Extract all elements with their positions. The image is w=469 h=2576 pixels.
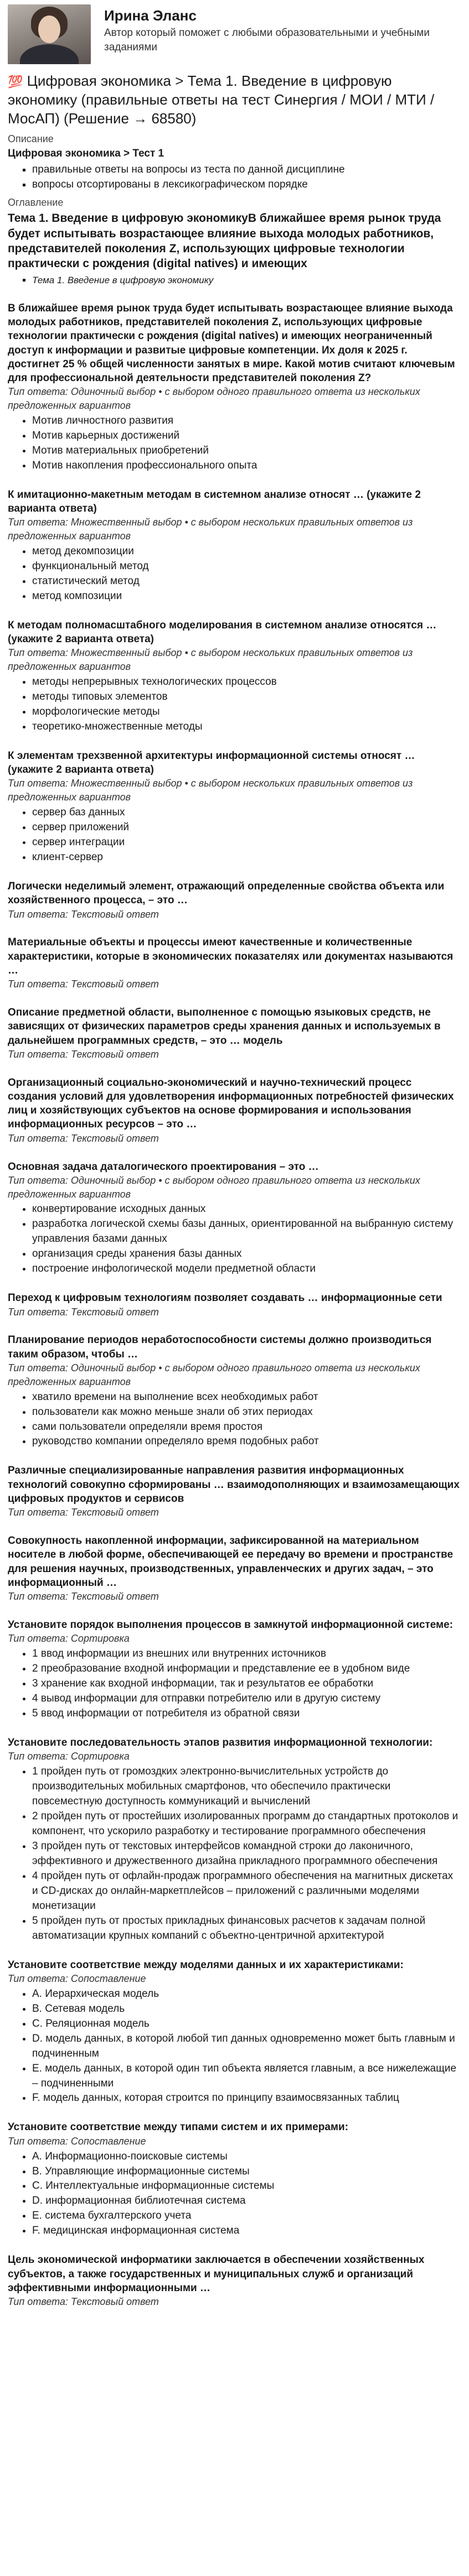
- answer-option: • клиент-сервер: [32, 850, 461, 865]
- question-block: [8, 1076, 461, 1146]
- answer-option: • C. Реляционная модель: [32, 2017, 461, 2032]
- answer-option: • A. Иерархическая модель: [32, 1987, 461, 2002]
- question-text: Различные специализированные направления развития информационных технологий совокупно сформированы … взаимодополняющих и взаимозамещающих цифровых продуктов и сервисов: [8, 1465, 460, 1505]
- question-text: Установите соответствие между моделями данных и их характеристиками:: [8, 1959, 404, 1971]
- question-block: [8, 1006, 461, 1061]
- answer-type: Тип ответа: Текстовый ответ: [8, 2296, 159, 2308]
- question-text: Переход к цифровым технологиям позволяет создавать … информационные сети: [8, 1292, 442, 1304]
- hundred-points-icon: 💯: [8, 75, 23, 89]
- answer-option: • 4 вывод информации для отправки потребителю или в другую систему: [32, 1692, 461, 1706]
- answer-options: [8, 414, 461, 473]
- answer-option: • B. Сетевая модель: [32, 2002, 461, 2017]
- answer-option: • теоретико-множественные методы: [32, 720, 461, 735]
- answer-options: [8, 544, 461, 604]
- answer-type: Тип ответа: Текстовый ответ: [8, 1132, 159, 1144]
- answer-options: [8, 1647, 461, 1721]
- questions-list: [8, 301, 461, 2309]
- question-text: К имитационно-макетным методам в системном анализе относят … (укажите 2 варианта ответа): [8, 488, 421, 515]
- question-block: [8, 1291, 461, 1319]
- question-text: К элементам трехзвенной архитектуры информационной системы относят … (укажите 2 варианта ответа): [8, 750, 415, 776]
- question-block: [8, 880, 461, 921]
- question-block: [8, 1160, 461, 1277]
- answer-option: • разработка логической схемы базы данных, ориентированной на выбранную систему управления базами данных: [32, 1217, 461, 1247]
- answer-type: Тип ответа: Текстовый ответ: [8, 1591, 159, 1602]
- answer-type: Тип ответа: Текстовый ответ: [8, 1048, 159, 1060]
- answer-options: [8, 1987, 461, 2106]
- answer-type: Тип ответа: Текстовый ответ: [8, 1507, 159, 1518]
- toc-list: [8, 274, 461, 287]
- question-block: [8, 1534, 461, 1604]
- answer-type: Тип ответа: Множественный выбор • с выбором нескольких правильных ответов из предложенных вариантов: [8, 517, 413, 542]
- question-text: Организационный социально-экономический и научно-технический процесс создания условий для удовлетворения информационных потребностей физических лиц и хозяйствующих субъектов на основе формирования и использования информационных ресурсов – это …: [8, 1076, 454, 1131]
- question-block: [8, 488, 461, 604]
- answer-option: • конвертирование исходных данных: [32, 1202, 461, 1217]
- question-text: Описание предметной области, выполненное с помощью языковых средств, не зависящих от физических параметров среды хранения данных и используемых в дальнейшем программных средств, – это … модель: [8, 1007, 441, 1047]
- description-label: Описание: [8, 133, 54, 145]
- question-block: [8, 2120, 461, 2239]
- question-text: Установите последовательность этапов развития информационной технологии:: [8, 1736, 433, 1748]
- answer-type: Тип ответа: Множественный выбор • с выбором нескольких правильных ответов из предложенных вариантов: [8, 778, 413, 803]
- answer-options: [8, 805, 461, 865]
- question-text: Основная задача даталогического проектирования – это …: [8, 1160, 319, 1173]
- answer-type: Тип ответа: Текстовый ответ: [8, 1306, 159, 1318]
- toc-link[interactable]: ▪ Тема 1. Введение в цифровую экономику: [32, 274, 461, 287]
- answer-option: • 2 преобразование входной информации и представление ее в удобном виде: [32, 1662, 461, 1677]
- page-title: [8, 72, 461, 128]
- answer-option: • Мотив личностного развития: [32, 414, 461, 429]
- question-text: Установите порядок выполнения процессов в замкнутой информационной системе:: [8, 1619, 453, 1631]
- answer-option: • 5 ввод информации от потребителя из обратной связи: [32, 1706, 461, 1721]
- list-item: ▪ правильные ответы на вопросы из теста по данной дисциплине: [32, 163, 461, 178]
- author-block: [8, 4, 461, 64]
- question-block: [8, 2253, 461, 2309]
- page-title-text: Цифровая экономика > Тема 1. Введение в цифровую экономику (правильные ответы на тест Синергия / МОИ / МТИ / МосАП) (Решение → 68580): [8, 72, 435, 127]
- answer-option: • функциональный метод: [32, 559, 461, 574]
- answer-options: [8, 2150, 461, 2239]
- question-block: [8, 1333, 461, 1449]
- answer-options: [8, 1765, 461, 1944]
- question-text: В ближайшее время рынок труда будет испытывать возрастающее влияние выхода молодых работников, представителей поколения Z, использующих цифровые технологии практически с рождения (digital natives) и имеющих неограниченный доступ к информации и развитые цифровые компетенции. Их доля к 2025 г. достигнет 25 % общей численности занятых в мире. Какой мотив считают ключевым для профессиональной деятельности представителей поколения Z?: [8, 302, 455, 384]
- question-text: Цель экономической информатики заключается в обеспечении хозяйственных субъектов, а также государственных и муниципальных служб и организаций эффективными информационными …: [8, 2254, 425, 2294]
- author-name[interactable]: Ирина Эланс: [104, 7, 197, 24]
- question-text: Планирование периодов неработоспособности системы должно производиться таким образом, чтобы …: [8, 1334, 432, 1360]
- question-text: Логически неделимый элемент, отражающий определенные свойства объекта или хозяйственного процесса, – это …: [8, 881, 445, 907]
- answer-option: • руководство компании определяло время подобных работ: [32, 1434, 461, 1449]
- answer-option: • Мотив карьерных достижений: [32, 429, 461, 444]
- answer-type: Тип ответа: Сортировка: [8, 1751, 130, 1762]
- answer-option: • методы типовых элементов: [32, 690, 461, 705]
- answer-option: • 3 хранение как входной информации, так и результатов ее обработки: [32, 1677, 461, 1692]
- answer-option: • 3 пройден путь от текстовых интерфейсов командной строки до лаконичного, эффективного и дружественного дизайна прикладного программного обеспечения: [32, 1839, 461, 1869]
- answer-option: • сами пользователи определяли время простоя: [32, 1420, 461, 1435]
- answer-option: • хватило времени на выполнение всех необходимых работ: [32, 1390, 461, 1405]
- answer-option: • Мотив материальных приобретений: [32, 444, 461, 459]
- answer-option: • статистический метод: [32, 574, 461, 589]
- answer-option: • D. информационная библиотечная система: [32, 2194, 461, 2209]
- answer-option: • 4 пройден путь от офлайн-продаж программного обеспечения на магнитных дискетах и CD-дисках до онлайн-маркетплейсов – приложений с различными моделями монетизации: [32, 1869, 461, 1914]
- question-block: [8, 1736, 461, 1944]
- description-heading: Цифровая экономика > Тест 1: [8, 147, 164, 159]
- avatar[interactable]: [8, 4, 91, 64]
- answer-option: • B. Управляющие информационные системы: [32, 2164, 461, 2179]
- answer-option: • 1 ввод информации из внешних или внутренних источников: [32, 1647, 461, 1662]
- answer-option: • метод декомпозиции: [32, 544, 461, 559]
- author-description: Автор который поможет с любыми образовательными и учебными заданиями: [104, 27, 430, 53]
- answer-options: [8, 1390, 461, 1450]
- answer-type: Тип ответа: Сортировка: [8, 1633, 130, 1645]
- answer-type: Тип ответа: Одиночный выбор • с выбором одного правильного ответа из нескольких предложенных вариантов: [8, 1362, 420, 1387]
- toc-label: Оглавление: [8, 196, 64, 208]
- answer-option: • D. модель данных, в которой любой тип данных одновременно может быть главным и подчиненным: [32, 2032, 461, 2062]
- answer-option: • сервер интеграции: [32, 835, 461, 850]
- answer-option: • E. система бухгалтерского учета: [32, 2209, 461, 2224]
- toc-section: [8, 196, 461, 287]
- answer-option: • C. Интеллектуальные информационные системы: [32, 2179, 461, 2194]
- list-item: ▪ вопросы отсортированы в лексикографическом порядке: [32, 178, 461, 192]
- answer-type: Тип ответа: Текстовый ответ: [8, 979, 159, 990]
- question-block: [8, 1618, 461, 1721]
- description-list: [8, 163, 461, 192]
- answer-option: • F. медицинская информационная система: [32, 2224, 461, 2239]
- question-text: К методам полномасштабного моделирования в системном анализе относятся … (укажите 2 варианта ответа): [8, 619, 437, 646]
- answer-option: • 1 пройден путь от громоздких электронно-вычислительных устройств до производительных мобильных смартфонов, что обеспечило практически повсеместную доступность коммуникаций и вычислений: [32, 1765, 461, 1809]
- question-text: Материальные объекты и процессы имеют качественные и количественные характеристики, которые в экономических показателях или документах называются …: [8, 936, 453, 976]
- answer-type: Тип ответа: Сопоставление: [8, 1973, 146, 1984]
- answer-option: • сервер баз данных: [32, 805, 461, 820]
- answer-option: • метод композиции: [32, 589, 461, 604]
- answer-option: • A. Информационно-поисковые системы: [32, 2150, 461, 2164]
- answer-type: Тип ответа: Одиночный выбор • с выбором одного правильного ответа из нескольких предложенных вариантов: [8, 1174, 420, 1200]
- answer-type: Тип ответа: Одиночный выбор • с выбором одного правильного ответа из нескольких предложенных вариантов: [8, 386, 420, 412]
- answer-type: Тип ответа: Текстовый ответ: [8, 908, 159, 920]
- question-text: Установите соответствие между типами систем и их примерами:: [8, 2121, 349, 2133]
- answer-option: • построение инфологической модели предметной области: [32, 1262, 461, 1277]
- question-block: [8, 1958, 461, 2106]
- question-block: [8, 301, 461, 473]
- answer-option: • F. модель данных, которая строится по принципу взаимосвязанных таблиц: [32, 2091, 461, 2106]
- question-block: [8, 749, 461, 865]
- answer-options: [8, 1202, 461, 1277]
- answer-option: • Мотив накопления профессионального опыта: [32, 459, 461, 473]
- toc-headline: Тема 1. Введение в цифровую экономикуВ ближайшее время рынок труда будет испытывать возрастающее влияние выхода молодых работников, представителей поколения Z, использующих цифровые технологии практически с рождения (digital natives) и имеющих: [8, 212, 441, 270]
- answer-options: [8, 675, 461, 735]
- question-block: [8, 618, 461, 735]
- description-section: [8, 132, 461, 192]
- answer-option: • E. модель данных, в которой один тип объекта является главным, а все нижележащие – подчиненными: [32, 2062, 461, 2091]
- answer-option: • организация среды хранения базы данных: [32, 1247, 461, 1262]
- author-info: [104, 4, 461, 54]
- question-text: Совокупность накопленной информации, зафиксированной на материальном носителе в любой форме, обеспечивающей ее передачу во времени и пространстве для решения научных, производственных, управленческих и других задач, – это информационный …: [8, 1535, 453, 1589]
- answer-option: • пользователи как можно меньше знали об этих периодах: [32, 1405, 461, 1420]
- answer-option: • морфологические методы: [32, 705, 461, 720]
- answer-option: • методы непрерывных технологических процессов: [32, 675, 461, 690]
- answer-option: • сервер приложений: [32, 820, 461, 835]
- answer-option: • 5 пройден путь от простых прикладных финансовых расчетов к задачам полной автоматизации крупных компаний с объектно-центричной архитектурой: [32, 1914, 461, 1944]
- question-block: [8, 935, 461, 991]
- question-block: [8, 1464, 461, 1519]
- answer-option: • 2 пройден путь от простейших изолированных программ до стандартных протоколов и компонент, что ускорило разработку и тестирование программного обеспечения: [32, 1809, 461, 1839]
- answer-type: Тип ответа: Множественный выбор • с выбором нескольких правильных ответов из предложенных вариантов: [8, 647, 413, 673]
- answer-type: Тип ответа: Сопоставление: [8, 2135, 146, 2147]
